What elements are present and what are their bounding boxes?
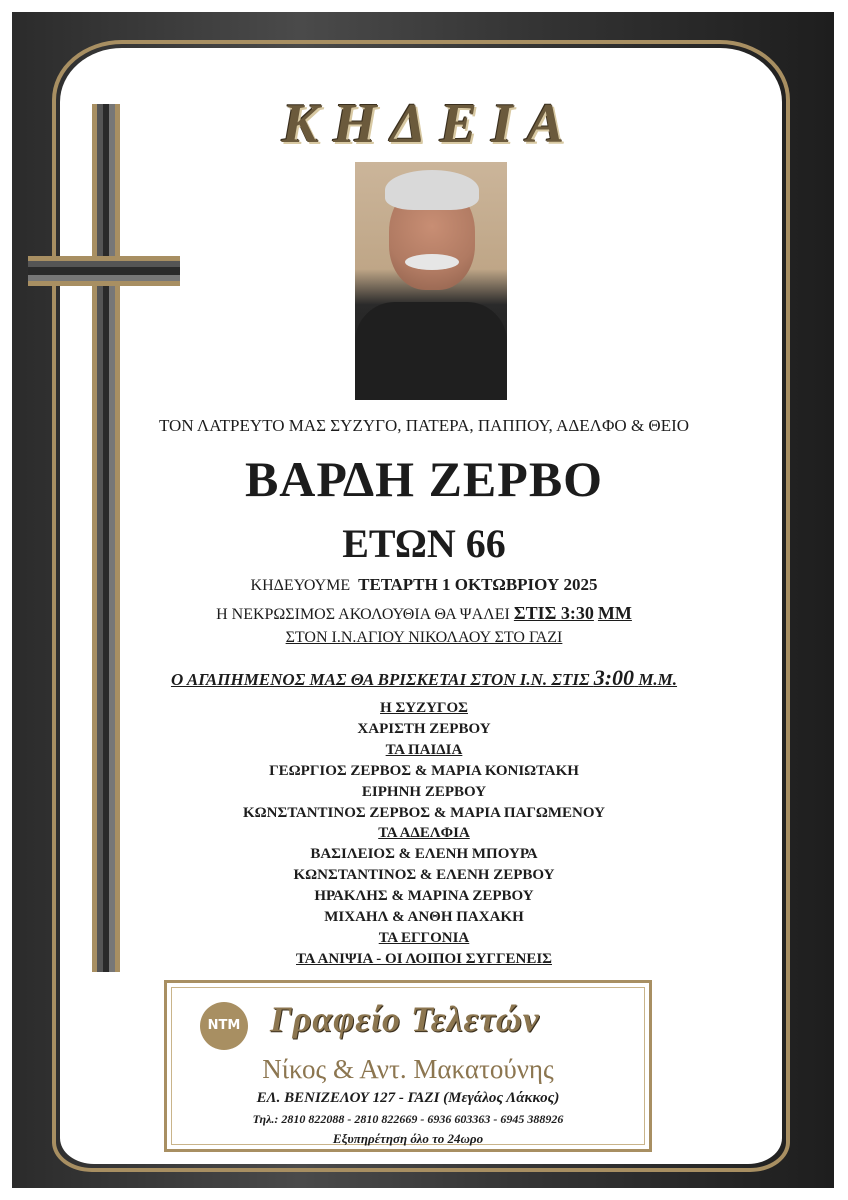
lying-text: Ο ΑΓΑΠΗΜΕΝΟΣ ΜΑΣ ΘΑ ΒΡΙΣΚΕΤΑΙ ΣΤΟΝ Ι.Ν. ΣΤΙΣ — [170, 670, 590, 689]
family-heading: Η ΣΥΖΥΓΟΣ — [380, 700, 468, 716]
deceased-name: ΒΑΡΔΗ ΖΕΡΒΟ — [244, 451, 604, 507]
family-member: ΓΕΩΡΓΙΟΣ ΖΕΡΒΟΣ & ΜΑΡΙΑ ΚΟΝΙΩΤΑΚΗ — [269, 762, 579, 779]
family-member: ΜΙΧΑΗΛ & ΑΝΘΗ ΠΑΧΑΚΗ — [324, 909, 524, 925]
service-prefix: Η ΝΕΚΡΩΣΙΜΟΣ ΑΚΟΛΟΥΘΙΑ ΘΑ ΨΑΛΕΙ — [216, 606, 510, 623]
lying-in-line — [100, 665, 748, 691]
photo-hair — [385, 170, 479, 210]
family-member: ΒΑΣΙΛΕΙΟΣ & ΕΛΕΝΗ ΜΠΟΥΡΑ — [310, 846, 538, 863]
deceased-age: ΕΤΩΝ 66 — [342, 521, 506, 566]
funeral-date-line — [100, 575, 748, 595]
photo-shirt — [355, 302, 507, 400]
funeral-date: ΤΕΤΑΡΤΗ 1 ΟΚΤΩΒΡΙΟΥ 2025 — [358, 575, 598, 594]
date-prefix: ΚΗΔΕΥΟΥΜΕ — [250, 577, 351, 594]
family-member: ΗΡΑΚΛΗΣ & ΜΑΡΙΝΑ ΖΕΡΒΟΥ — [314, 888, 534, 905]
cross-icon-arm — [28, 256, 180, 286]
office-logo-icon: ΝΤΜ — [200, 1002, 248, 1050]
service-line — [100, 603, 748, 624]
family-member: ΕΙΡΗΝΗ ΖΕΡΒΟΥ — [361, 783, 487, 800]
family-member: ΚΩΝΣΤΑΝΤΙΝΟΣ ΖΕΡΒΟΣ & ΜΑΡΙΑ ΠΑΓΩΜΕΝΟΥ — [243, 804, 605, 821]
family-heading: ΤΑ ΑΝΙΨΙΑ - ΟΙ ΛΟΙΠΟΙ ΣΥΓΓΕΝΕΙΣ — [296, 950, 552, 967]
office-owners: Νίκος & Αντ. Μακατούνης — [262, 1054, 554, 1084]
office-phones: Τηλ.: 2810 822088 - 2810 822669 - 6936 603363 - 6945 388926 — [252, 1112, 564, 1126]
office-service-note: Εξυπηρέτηση όλο το 24ωρο — [332, 1131, 484, 1146]
lying-time: 3:00 — [593, 665, 635, 690]
family-heading: ΤΑ ΑΔΕΛΦΙΑ — [378, 825, 470, 842]
portrait-photo — [355, 162, 507, 400]
service-suffix: ΜΜ — [597, 603, 632, 623]
family-member: ΚΩΝΣΤΑΝΤΙΝΟΣ & ΕΛΕΝΗ ΖΕΡΒΟΥ — [293, 867, 555, 884]
photo-mustache — [405, 254, 459, 270]
notice-title: ΚΗΔΕΙΑ — [281, 93, 579, 155]
intro-text: ΤΟΝ ΛΑΤΡΕΥΤΟ ΜΑΣ ΣΥΖΥΓΟ, ΠΑΤΕΡΑ, ΠΑΠΠΟΥ, ΑΔΕΛΦΟ & ΘΕΙΟ — [158, 416, 690, 435]
family-heading: ΤΑ ΕΓΓΟΝΙΑ — [378, 929, 470, 946]
church-line: ΣΤΟΝ Ι.Ν.ΑΓΙΟΥ ΝΙΚΟΛΑΟΥ ΣΤΟ ΓΑΖΙ — [285, 629, 563, 646]
lying-suffix: Μ.Μ. — [638, 670, 678, 689]
family-heading: ΤΑ ΠΑΙΔΙΑ — [385, 741, 463, 758]
office-address: ΕΛ. ΒΕΝΙΖΕΛΟΥ 127 - ΓΑΖΙ (Μεγάλος Λάκκος) — [256, 1090, 560, 1106]
family-member: ΧΑΡΙΣΤΗ ΖΕΡΒΟΥ — [357, 720, 491, 737]
office-title: Γραφείο Τελετών — [270, 999, 540, 1039]
service-time: ΣΤΙΣ 3:30 — [513, 603, 594, 623]
